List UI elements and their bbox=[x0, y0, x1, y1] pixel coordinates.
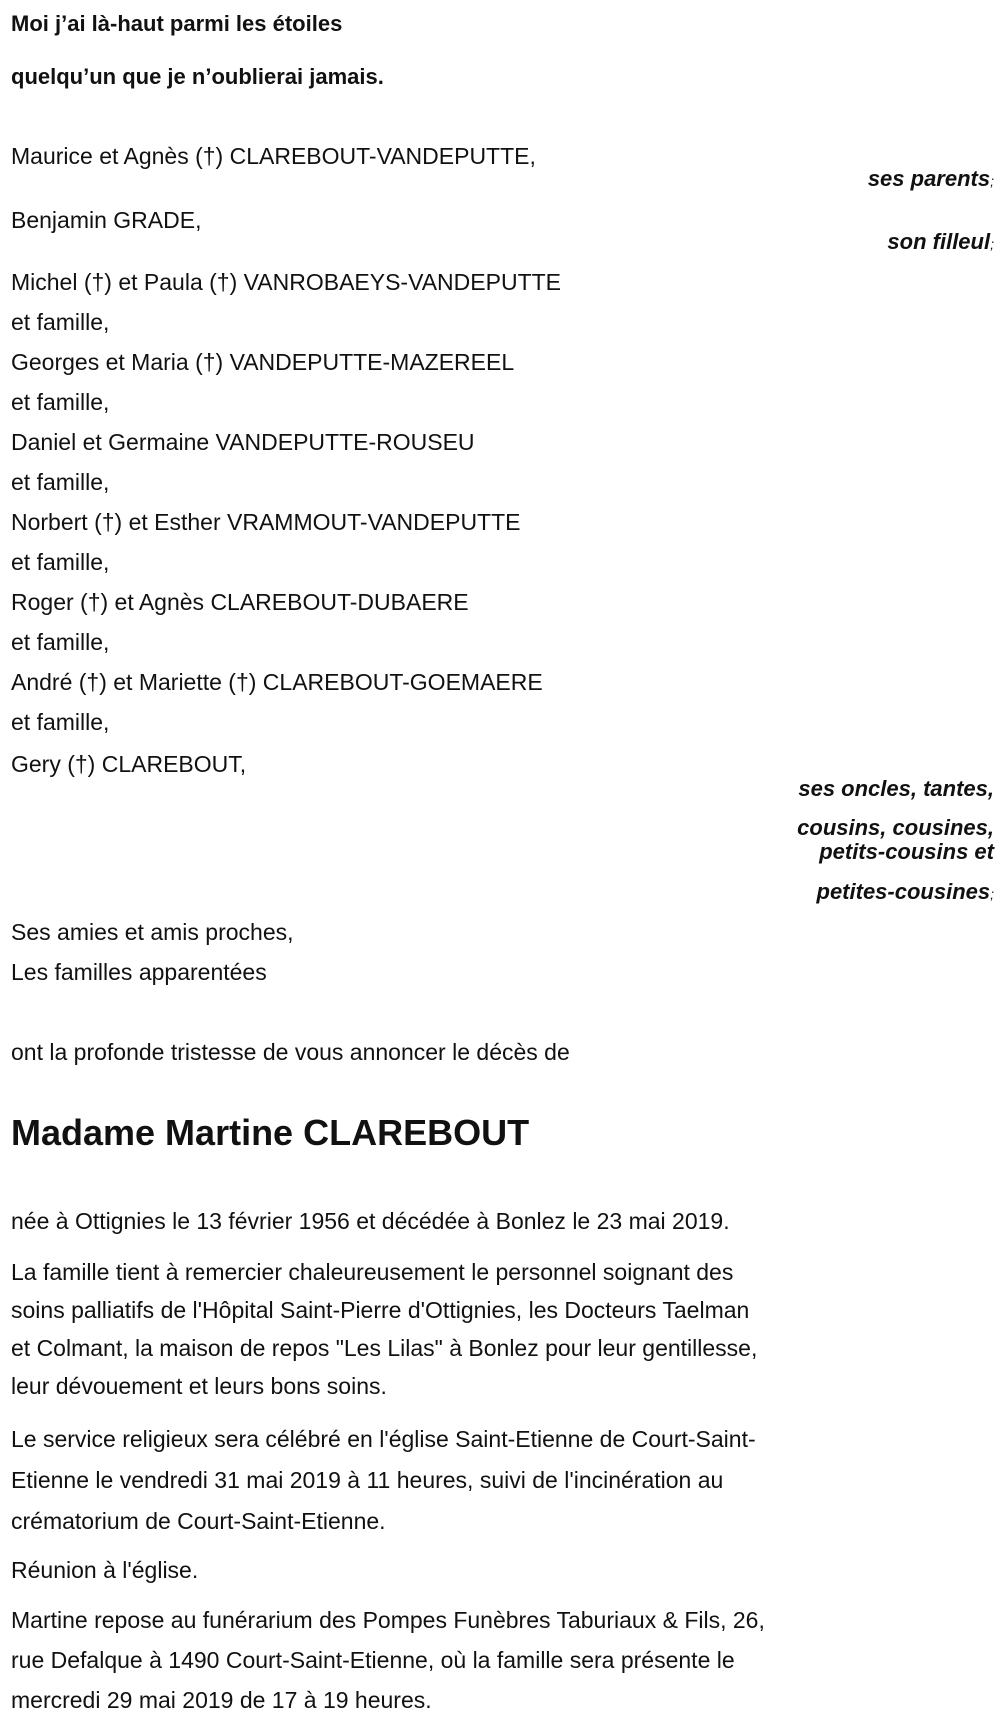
family-line: et famille, bbox=[11, 549, 110, 575]
detail-line: Réunion à l'église. bbox=[11, 1557, 199, 1583]
announcement: ont la profonde tristesse de vous annoncer le décès de bbox=[11, 1039, 570, 1065]
family-line: et famille, bbox=[11, 629, 110, 655]
detail-line: et Colmant, la maison de repos "Les Lilas" à Bonlez pour leur gentillesse, bbox=[11, 1335, 758, 1361]
godson-role bbox=[887, 229, 994, 257]
role-line: petits-cousins et bbox=[819, 839, 994, 864]
family-line: et famille, bbox=[11, 709, 110, 735]
family-line: André (†) et Mariette (†) CLAREBOUT-GOEMAERE bbox=[11, 669, 543, 695]
role-line: cousins, cousines, bbox=[797, 815, 994, 840]
role-text: petites-cousines bbox=[816, 879, 991, 904]
family-line: et famille, bbox=[11, 309, 110, 335]
detail-line: Etienne le vendredi 31 mai 2019 à 11 heures, suivi de l'incinération au bbox=[11, 1467, 724, 1493]
deceased-name: Madame Martine CLAREBOUT bbox=[11, 1112, 530, 1153]
friends-line: Les familles apparentées bbox=[11, 959, 267, 985]
parents: Maurice et Agnès (†) CLAREBOUT-VANDEPUTTE, bbox=[11, 143, 536, 169]
detail-line: Martine repose au funérarium des Pompes Funèbres Taburiaux & Fils, 26, bbox=[11, 1607, 765, 1633]
detail-line: La famille tient à remercier chaleureusement le personnel soignant des bbox=[11, 1259, 734, 1285]
semicolon: ; bbox=[990, 236, 994, 252]
poem-line: quelqu’un que je n’oublierai jamais. bbox=[11, 64, 384, 89]
family-line: Gery (†) CLAREBOUT, bbox=[11, 751, 247, 777]
role-line bbox=[817, 879, 995, 907]
family-line: Daniel et Germaine VANDEPUTTE-ROUSEU bbox=[11, 429, 475, 455]
family-line: Roger (†) et Agnès CLAREBOUT-DUBAERE bbox=[11, 589, 469, 615]
poem-line: Moi j’ai là-haut parmi les étoiles bbox=[11, 11, 343, 36]
family-line: et famille, bbox=[11, 389, 110, 415]
detail-line: mercredi 29 mai 2019 de 17 à 19 heures. bbox=[11, 1687, 432, 1713]
semicolon: ; bbox=[990, 173, 994, 189]
detail-line: crématorium de Court-Saint-Etienne. bbox=[11, 1508, 386, 1534]
role-text: ses parents bbox=[867, 166, 991, 191]
detail-line: Le service religieux sera célébré en l'église Saint-Etienne de Court-Saint- bbox=[11, 1426, 756, 1452]
semicolon: ; bbox=[990, 886, 994, 902]
family-line: Norbert (†) et Esther VRAMMOUT-VANDEPUTTE bbox=[11, 509, 521, 535]
detail-line: leur dévouement et leurs bons soins. bbox=[11, 1373, 387, 1399]
detail-line: née à Ottignies le 13 février 1956 et décédée à Bonlez le 23 mai 2019. bbox=[11, 1208, 730, 1234]
parents-role bbox=[868, 166, 994, 194]
detail-line: rue Defalque à 1490 Court-Saint-Etienne, où la famille sera présente le bbox=[11, 1647, 735, 1673]
family-line: Georges et Maria (†) VANDEPUTTE-MAZEREEL bbox=[11, 349, 515, 375]
godson: Benjamin GRADE, bbox=[11, 207, 202, 233]
role-line: ses oncles, tantes, bbox=[798, 776, 994, 801]
detail-line: soins palliatifs de l'Hôpital Saint-Pierre d'Ottignies, les Docteurs Taelman bbox=[11, 1297, 750, 1323]
family-line: et famille, bbox=[11, 469, 110, 495]
family-line: Michel (†) et Paula (†) VANROBAEYS-VANDEPUTTE bbox=[11, 269, 562, 295]
friends-line: Ses amies et amis proches, bbox=[11, 919, 294, 945]
role-text: son filleul bbox=[887, 229, 991, 254]
